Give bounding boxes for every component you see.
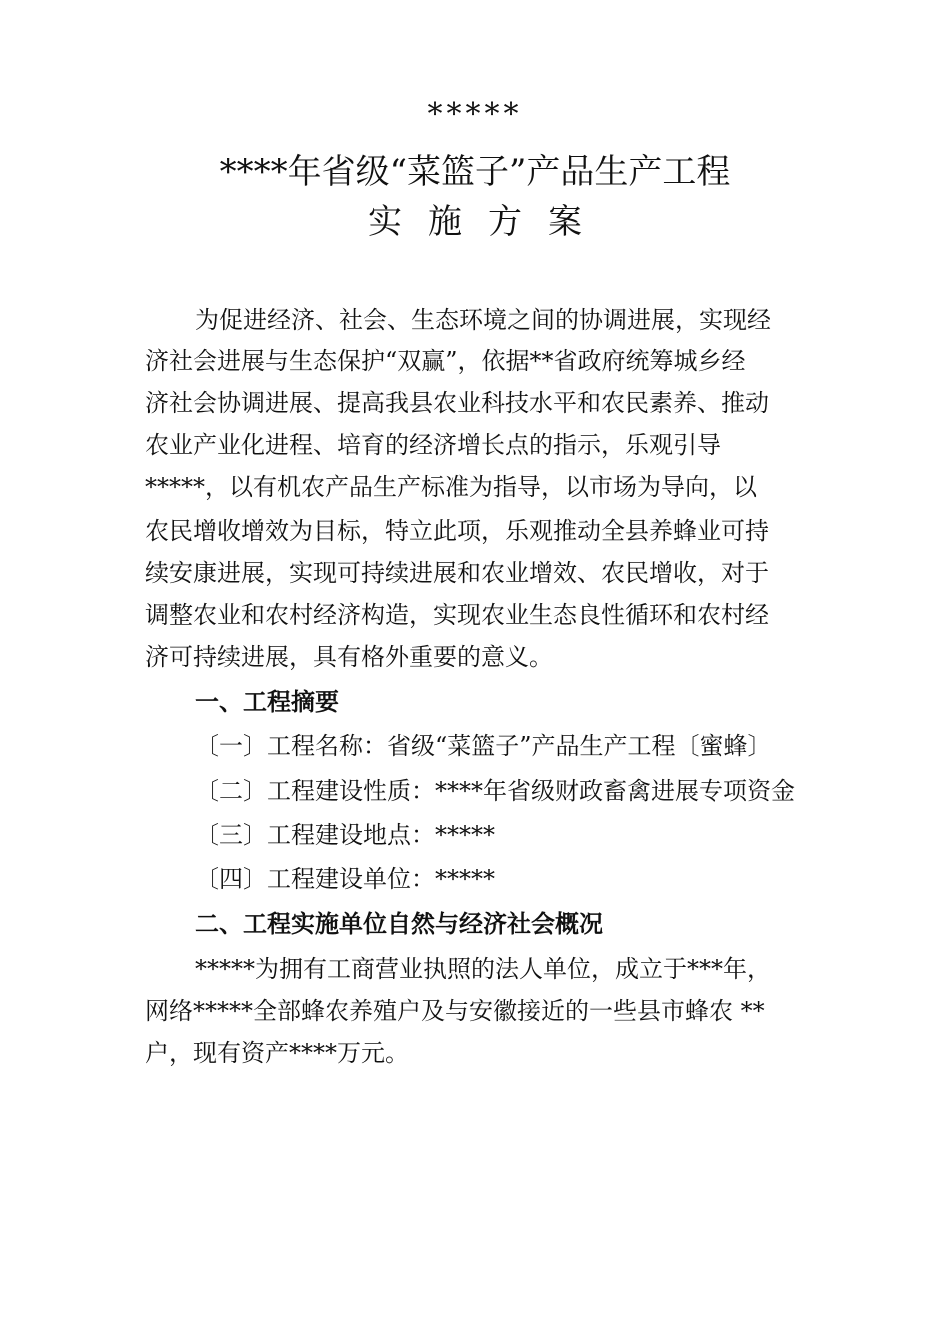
section-heading: 一、工程摘要 [195, 688, 339, 716]
summary-item: 〔一〕工程名称：省级“菜篮子”产品生产工程〔蜜蜂〕 [195, 732, 772, 760]
document-title: ****年省级“菜篮子”产品生产工程 [219, 152, 731, 192]
section-heading: 二、工程实施单位自然与经济社会概况 [195, 910, 603, 938]
document-subtitle: 实施方案 [368, 202, 608, 242]
summary-item: 〔二〕工程建设性质：****年省级财政畜禽进展专项资金 [195, 777, 795, 805]
body-line: *****为拥有工商营业执照的法人单位，成立于***年， [195, 955, 771, 983]
intro-line: 调整农业和农村经济构造，实现农业生态良性循环和农村经 [145, 601, 769, 629]
body-line: 户，现有资产****万元。 [145, 1039, 409, 1067]
body-line: 网络*****全部蜂农养殖户及与安徽接近的一些县市蜂农 ** [145, 997, 765, 1025]
summary-item: 〔三〕工程建设地点：***** [195, 821, 495, 849]
intro-line: 为促进经济、社会、生态环境之间的协调进展，实现经 [195, 306, 771, 334]
intro-line: 济可持续进展，具有格外重要的意义。 [145, 643, 553, 671]
org-name: ***** [427, 97, 523, 132]
intro-line: 续安康进展，实现可持续进展和农业增效、农民增收，对于 [145, 559, 769, 587]
intro-line: 农业产业化进程、培育的经济增长点的指示，乐观引导 [145, 431, 721, 459]
intro-line: *****，以有机农产品生产标准为指导，以市场为导向，以 [145, 473, 757, 501]
intro-line: 济社会进展与生态保护“双赢”，依据**省政府统筹城乡经 [145, 347, 746, 375]
summary-item: 〔四〕工程建设单位：***** [195, 865, 495, 893]
intro-line: 济社会协调进展、提高我县农业科技水平和农民素养、推动 [145, 389, 769, 417]
intro-line: 农民增收增效为目标，特立此项，乐观推动全县养蜂业可持 [145, 517, 769, 545]
